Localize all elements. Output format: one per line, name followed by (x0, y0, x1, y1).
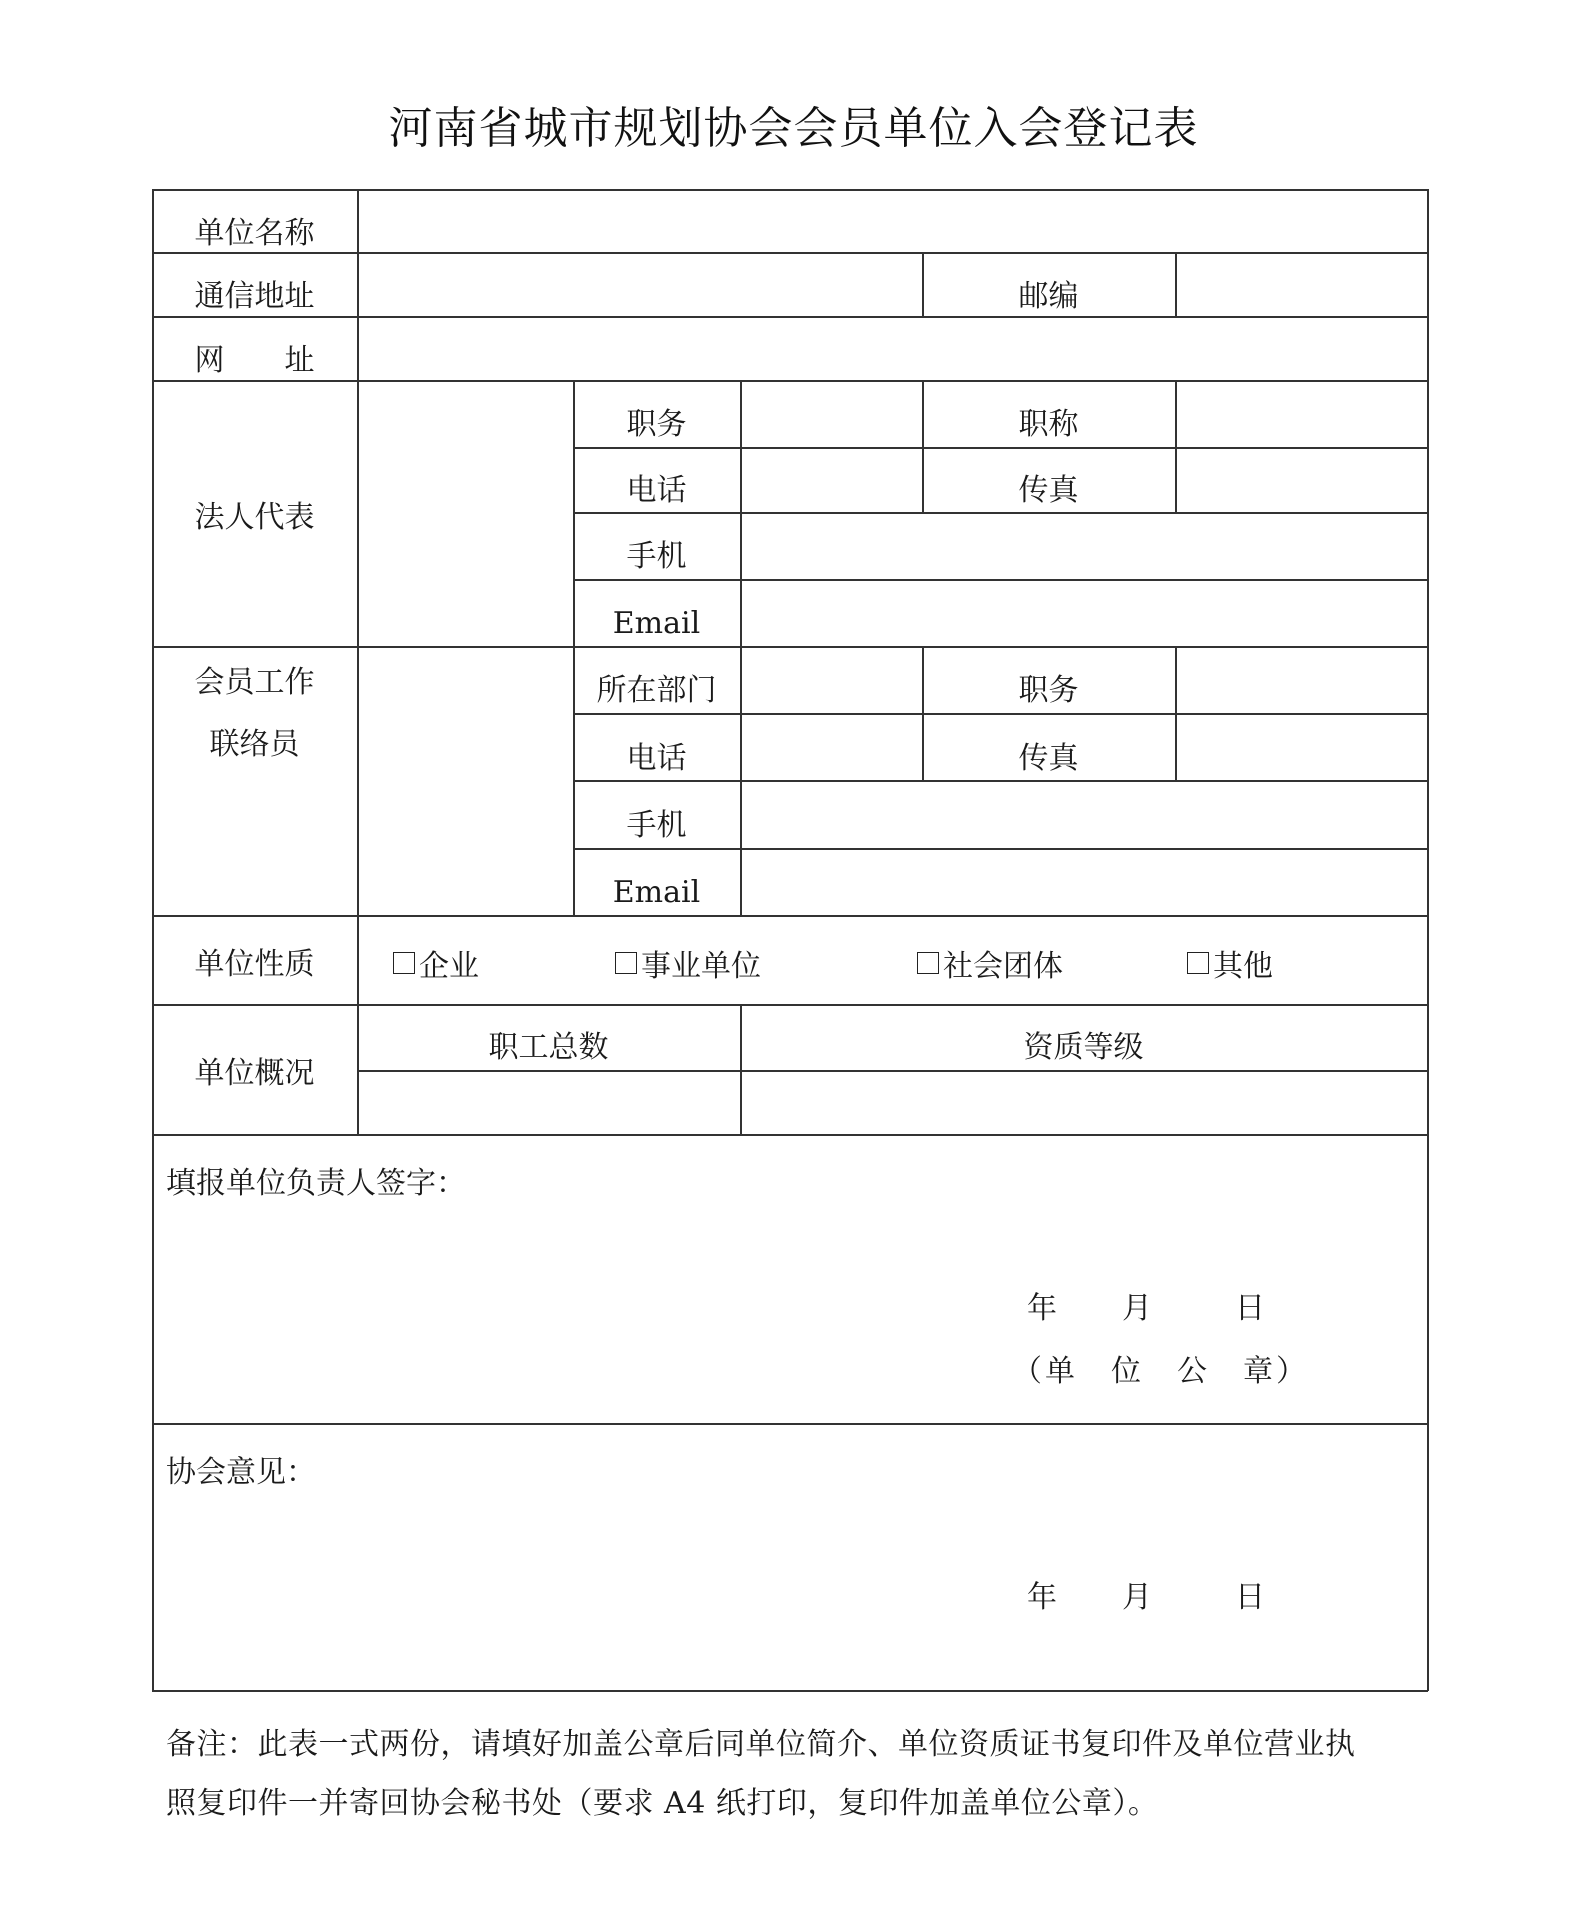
nature-option-label: 其他 (1213, 949, 1273, 984)
nature-option-other[interactable] (1187, 941, 1273, 985)
label-legal-email: Email (612, 605, 701, 641)
label-legal-rep: 法人代表 (194, 499, 315, 535)
checkbox[interactable] (393, 952, 415, 974)
label-contact-fax: 传真 (1018, 741, 1079, 776)
unit-name-field[interactable] (358, 190, 1427, 252)
label-contact-line2: 联络员 (209, 727, 300, 762)
nature-option-label: 社会团体 (943, 949, 1063, 984)
label-postcode: 邮编 (1018, 279, 1079, 314)
checkbox[interactable] (917, 952, 939, 974)
label-unit-name: 单位名称 (194, 216, 315, 251)
nature-option-label: 企业 (419, 949, 479, 984)
checkbox[interactable] (615, 952, 637, 974)
label-contact-email: Email (612, 874, 701, 910)
contact-department-field[interactable] (741, 647, 922, 713)
checkbox[interactable] (1187, 952, 1209, 974)
label-contact-line1: 会员工作 (194, 665, 315, 700)
legal-email-field[interactable] (741, 580, 1427, 646)
signature-month: 月 (1122, 1291, 1152, 1326)
qualification-field[interactable] (741, 1071, 1427, 1134)
address-field[interactable] (358, 253, 922, 316)
row-divider (152, 1423, 1428, 1425)
label-contact-position: 职务 (1018, 673, 1079, 708)
label-contact (152, 652, 357, 776)
signature-area[interactable] (153, 1200, 1013, 1422)
association-year: 年 (1027, 1580, 1057, 1615)
legal-fax-field[interactable] (1176, 448, 1427, 512)
label-contact-phone: 电话 (626, 741, 687, 776)
signature-year: 年 (1027, 1291, 1057, 1326)
label-address: 通信地址 (194, 279, 315, 314)
association-month: 月 (1122, 1580, 1152, 1615)
note-line-2: 照复印件一并寄回协会秘书处（要求 A4 纸打印，复印件加盖单位公章）。 (166, 1786, 1159, 1821)
label-legal-phone: 电话 (626, 473, 687, 508)
contact-email-field[interactable] (741, 849, 1427, 915)
table-border-right (1427, 189, 1429, 1691)
note-line-1: 备注：此表一式两份，请填好加盖公章后同单位简介、单位资质证书复印件及单位营业执 (166, 1727, 1356, 1762)
association-day: 日 (1235, 1580, 1265, 1615)
nature-option-label: 事业单位 (641, 949, 761, 984)
contact-name-field[interactable] (358, 647, 573, 915)
association-opinion-area[interactable] (153, 1490, 1013, 1688)
signature-day: 日 (1235, 1291, 1265, 1326)
legal-phone-field[interactable] (741, 448, 922, 512)
legal-position-field[interactable] (741, 381, 922, 447)
contact-phone-field[interactable] (741, 714, 922, 780)
contact-position-field[interactable] (1176, 647, 1427, 713)
contact-fax-field[interactable] (1176, 714, 1427, 780)
nature-option-social-group[interactable] (917, 941, 1063, 985)
nature-option-institution[interactable] (615, 941, 761, 985)
label-contact-mobile: 手机 (626, 808, 687, 843)
legal-title-field[interactable] (1176, 381, 1427, 447)
table-border-bottom (152, 1690, 1428, 1692)
legal-mobile-field[interactable] (741, 513, 1427, 579)
label-nature: 单位性质 (194, 947, 315, 982)
label-legal-title: 职称 (1018, 407, 1079, 442)
label-legal-mobile: 手机 (626, 539, 687, 574)
nature-option-enterprise[interactable] (393, 941, 479, 985)
signature-label: 填报单位负责人签字： (166, 1166, 466, 1201)
website-field[interactable] (358, 317, 1427, 380)
postcode-field[interactable] (1176, 253, 1427, 316)
contact-mobile-field[interactable] (741, 781, 1427, 848)
label-legal-fax: 传真 (1018, 473, 1079, 508)
row-divider (152, 1134, 1428, 1136)
label-staff-total: 职工总数 (488, 1030, 609, 1065)
label-contact-department: 所在部门 (596, 673, 717, 708)
row-divider (152, 915, 1428, 917)
staff-total-field[interactable] (358, 1071, 740, 1134)
label-qualification: 资质等级 (1023, 1030, 1144, 1065)
label-website: 网 址 (194, 343, 315, 378)
label-legal-position: 职务 (626, 407, 687, 442)
label-overview: 单位概况 (194, 1055, 315, 1091)
form-title: 河南省城市规划协会会员单位入会登记表 (388, 103, 1199, 154)
signature-seal: （单 位 公 章） (1012, 1354, 1309, 1389)
association-label: 协会意见： (166, 1455, 316, 1490)
legal-rep-name-field[interactable] (358, 381, 573, 646)
